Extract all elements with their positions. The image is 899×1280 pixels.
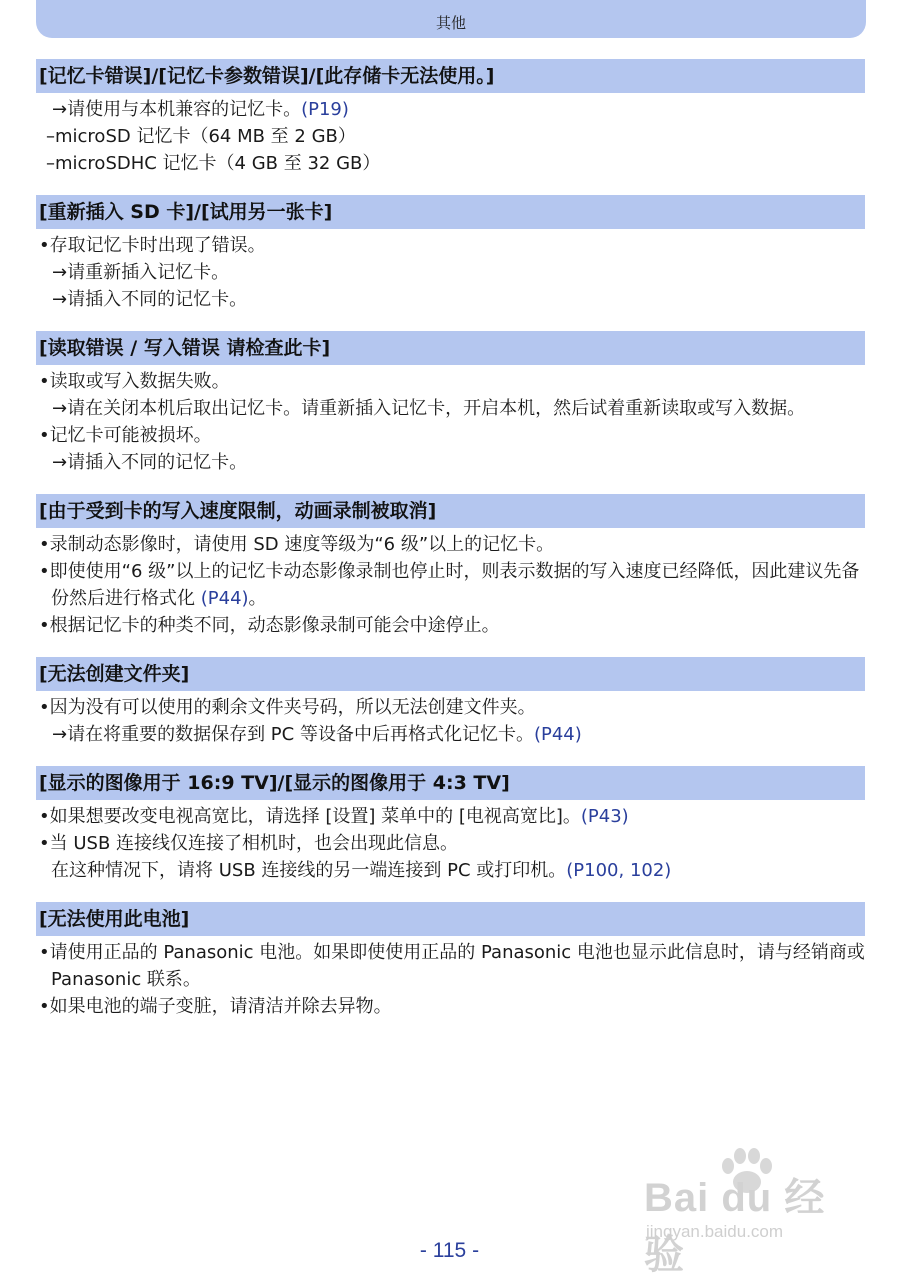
section-title: [记忆卡错误]/[记忆卡参数错误]/[此存储卡无法使用。]: [36, 59, 865, 93]
message-section: [36, 766, 865, 884]
cause-line: •记忆卡可能被损坏。: [39, 425, 212, 446]
message-section: [36, 195, 865, 313]
instruction-line: →请在将重要的数据保存到 PC 等设备中后再格式化记忆卡。(P44): [52, 724, 582, 745]
cause-line: •根据记忆卡的种类不同，动态影像录制可能会中途停止。: [39, 615, 500, 636]
message-section: [36, 331, 865, 476]
page-reference-link[interactable]: (P19): [301, 99, 349, 120]
message-section: [36, 494, 865, 639]
instruction-line: →请在关闭本机后取出记忆卡。请重新插入记忆卡，开启本机，然后试着重新读取或写入数据。: [52, 398, 806, 419]
watermark-logo: Bai du 经验: [644, 1176, 826, 1277]
cause-line: •存取记忆卡时出现了错误。: [39, 235, 266, 256]
page-number: - 115 -: [419, 1239, 480, 1262]
spec-line: –microSD 记忆卡（64 MB 至 2 GB）: [46, 126, 356, 147]
section-title: [显示的图像用于 16:9 TV]/[显示的图像用于 4:3 TV]: [36, 766, 865, 800]
message-section: [36, 657, 865, 748]
spec-line: –microSDHC 记忆卡（4 GB 至 32 GB）: [46, 153, 381, 174]
page-reference-link[interactable]: (P44): [200, 588, 249, 609]
section-title: [由于受到卡的写入速度限制，动画录制被取消]: [36, 494, 865, 528]
page-reference-link[interactable]: (P100, 102): [566, 860, 672, 881]
cause-line: •录制动态影像时，请使用 SD 速度等级为“6 级”以上的记忆卡。: [39, 534, 555, 555]
cause-line: •读取或写入数据失败。: [39, 371, 230, 392]
watermark-url: jingyan.baidu.com: [646, 1222, 784, 1241]
instruction-line: →请重新插入记忆卡。: [52, 262, 230, 283]
page-reference-link[interactable]: (P43): [580, 806, 629, 827]
baidu-jingyan-watermark: [644, 1166, 854, 1277]
instruction-line: →请使用与本机兼容的记忆卡。(P19): [52, 99, 349, 120]
message-section: [36, 902, 865, 1020]
instruction-line: →请插入不同的记忆卡。: [52, 289, 248, 310]
instruction-line: →请插入不同的记忆卡。: [52, 452, 248, 473]
section-title: [无法使用此电池]: [36, 902, 865, 936]
instruction-line: 在这种情况下，请将 USB 连接线的另一端连接到 PC 或打印机。(P100, 102): [51, 860, 672, 881]
cause-line: •请使用正品的 Panasonic 电池。如果即使使用正品的 Panasonic 电池也显示此信息时，请与经销商或 Panasonic 联系。: [39, 942, 865, 990]
cause-line: •即使使用“6 级”以上的记忆卡动态影像录制也停止时，则表示数据的写入速度已经降低，因此建议先备份然后进行格式化 (P44)。: [39, 561, 860, 609]
cause-line: •因为没有可以使用的剩余文件夹号码，所以无法创建文件夹。: [39, 697, 536, 718]
cause-line: •当 USB 连接线仅连接了相机时，也会出现此信息。: [39, 833, 459, 854]
section-title: [读取错误 / 写入错误 请检查此卡]: [36, 331, 865, 365]
section-title: [无法创建文件夹]: [36, 657, 865, 691]
cause-line: •如果电池的端子变脏，请清洁并除去异物。: [39, 996, 392, 1017]
message-section: [36, 59, 865, 177]
message-list: [36, 59, 865, 1038]
cause-line: •如果想要改变电视高宽比，请选择 [设置] 菜单中的 [电视高宽比]。(P43): [39, 806, 629, 827]
section-title: [重新插入 SD 卡]/[试用另一张卡]: [36, 195, 865, 229]
page-reference-link[interactable]: (P44): [533, 724, 582, 745]
chapter-tab: [36, 0, 866, 38]
chapter-title: 其他: [435, 14, 466, 32]
